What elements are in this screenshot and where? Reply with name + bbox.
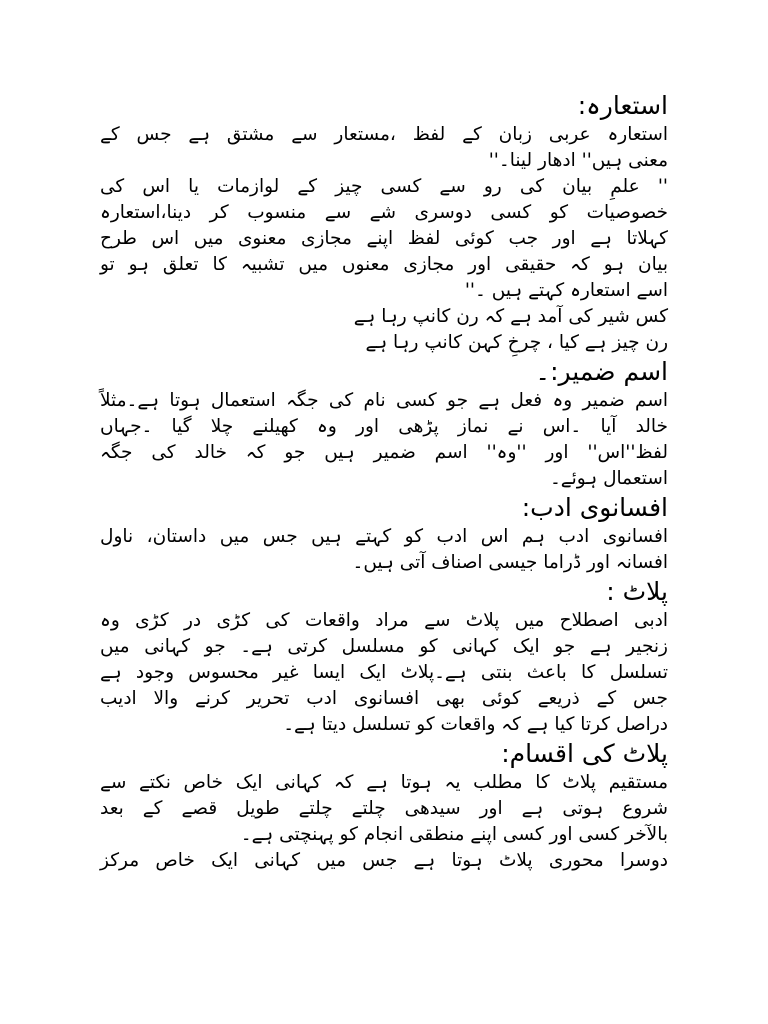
text-line: جس کے ذریعے کوئی بھی افسانوی ادب تحریر کرنے والا ادیب <box>100 688 668 709</box>
text-line: افسانہ اور ڈراما جیسی اصناف آتی ہیں۔ <box>352 552 668 573</box>
section-plot-aqsam-body <box>100 770 668 874</box>
text-line: خصوصیات کو کسی دوسری شے سے منسوب کر دینا،استعارہ <box>100 202 668 223</box>
text-line: استعمال ہوئے۔ <box>549 468 668 489</box>
section-afsanvi-adab-body <box>100 524 668 576</box>
heading-istiara: استعارہ: <box>577 91 668 120</box>
text-line: ادبی اصطلاح میں پلاٹ سے مراد واقعات کی کڑی در کڑی وہ <box>100 610 668 631</box>
text-line: مستقیم پلاٹ کا مطلب یہ ہوتا ہے کہ کہانی ایک خاص نکتے سے <box>100 772 668 793</box>
text-line: اسے استعارہ کہتے ہیں ۔'' <box>464 280 668 301</box>
text-line: معنی ہیں'' ادھار لینا۔'' <box>488 150 668 171</box>
heading-plot-aqsam: پلاٹ کی اقسام: <box>501 739 668 768</box>
text-line: افسانوی ادب ہم اس ادب کو کہتے ہیں جس میں داستان، ناول <box>100 526 668 547</box>
text-line: بالآخر کسی اور کسی اپنے منطقی انجام کو پہنچتی ہے۔ <box>240 824 668 845</box>
text-line: تسلسل کا باعث بنتی ہے۔پلاٹ ایک ایسا غیر محسوس وجود ہے <box>100 662 668 683</box>
verse-line: رن چیز ہے کیا ، چرخِ کہن کانپ رہا ہے <box>365 332 668 353</box>
section-ism-zameer-body <box>100 388 668 492</box>
verse-line: کس شیر کی آمد ہے کہ رن کانپ رہا ہے <box>353 306 668 327</box>
text-line: بیان ہو کہ حقیقی اور مجازی معنوں میں تشبیہ کا تعلق ہو تو <box>100 254 668 275</box>
heading-plot: پلاٹ : <box>606 577 668 606</box>
heading-afsanvi-adab: افسانوی ادب: <box>521 493 668 522</box>
text-line: لفظ''اس'' اور ''وہ'' اسم ضمیر ہیں جو کہ خالد کی جگہ <box>100 442 668 463</box>
heading-ism-zameer: اسم ضمیر:۔ <box>535 357 668 386</box>
text-line: شروع ہوتی ہے اور سیدھی چلتے چلتے طویل قصے کے بعد <box>100 798 668 819</box>
text-line: خالد آیا ۔اس نے نماز پڑھی اور وہ کھیلنے چلا گیا ۔جہاں <box>100 416 668 437</box>
text-line: دوسرا محوری پلاٹ ہوتا ہے جس میں کہانی ایک خاص مرکز <box>100 850 668 871</box>
section-istiara-body <box>100 122 668 356</box>
text-line: زنجیر ہے جو ایک کہانی کو مسلسل کرتی ہے۔ جو کہانی میں <box>100 636 668 657</box>
text-line: '' علمِ بیان کی رو سے کسی چیز کے لوازمات یا اس کی <box>100 176 668 197</box>
text-line: اسم ضمیر وہ فعل ہے جو کسی نام کی جگہ استعمال ہوتا ہے۔مثلاً <box>100 390 668 411</box>
document-page <box>100 90 668 874</box>
text-line: دراصل کرتا کیا ہے کہ واقعات کو تسلسل دیتا ہے۔ <box>283 714 668 735</box>
text-line: کہلاتا ہے اور جب کوئی لفظ اپنے مجازی معنوی میں اس طرح <box>100 228 668 249</box>
section-plot-body <box>100 608 668 738</box>
text-line: استعارہ عربی زبان کے لفظ ،مستعار سے مشتق ہے جس کے <box>100 124 668 145</box>
